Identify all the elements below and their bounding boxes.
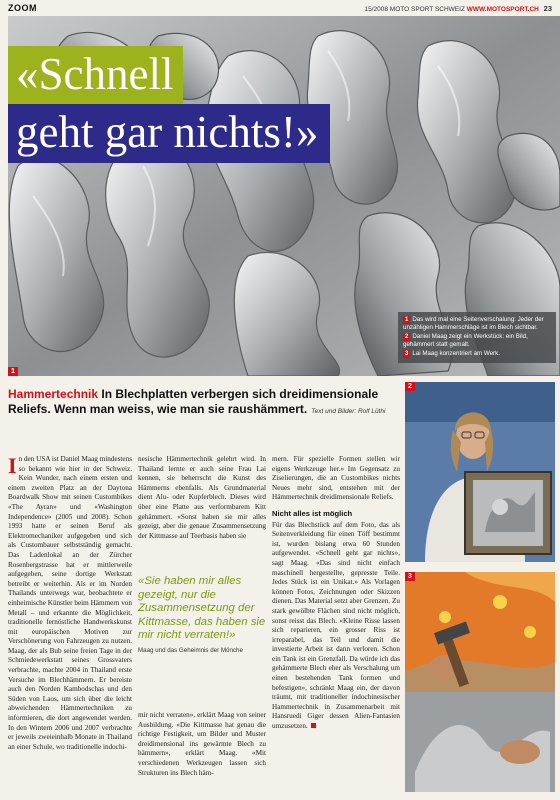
pull-quote [138,575,266,703]
portrait-image [405,382,555,562]
photo-number-badge: 2 [405,382,415,391]
issue-number: 15/2008 [364,6,388,13]
body-text: nesische Hämmertechnik gelehrt wird. In Thailand lernte er auch seine Frau Lai kennen, sie beherrscht die Kunst des Hämmerns ebenfalls. Als Grundmaterial dient Alu- oder Kupferblech. Dieses wird über eine Platte aus verformbarem Kitt gehämmert. «Sonst haben sie mir alles gezeigt, aber die genaue Zusammensetzung der Kittmasse auf Teerbasis haben sie [138,455,266,540]
article-column-3 [272,455,400,732]
page-header [0,0,560,16]
body-text: Für das Blechstück auf dem Foto, das als Seitenverkleidung für einen Töff bestimmt ist, wurden bislang etwa 60 Stunden aufgewendet. «Schnell geht gar nichts», sagt Maag. «Das sind nicht einfach maschinell hergestellte, gepresste Teile. Jedes Stück ist ein Unikat.» Als Vorlagen können Fotos, Zeichnungen oder Skizzen dienen. Das Material setzt aber Grenzen. Zu stark gewölbte Flächen sind nicht möglich, sonst reisst das Blech. «Kleine Risse lassen sich reparieren, ein grosser Riss ist irreparabel, das Teil und damit die investierte Arbeit ist dann verloren. Schon ein Tank ist ein Grenzfall. Da würde ich das gehämmerte Blech eher als Verschalung um einen bestehenden Tank formen und befestigen», schränkt Maag ein, der davon träumt, mit traditioneller indochinesischer Hammertechnik in Zusammenarbeit mit Hansruedi Giger dessen Alien-Fantasien umzusetzen. [272,520,400,731]
page-number: 23 [543,4,552,13]
hero-photo [8,16,560,376]
workshop-image [405,572,555,792]
headline-line-2: geht gar nichts!» [8,104,330,163]
article-column-2-top [138,455,266,541]
headline-line-1: «Schnell [8,46,183,105]
photo-number-badge: 3 [405,572,415,581]
section-label: ZOOM [8,3,37,13]
article-intro [8,387,400,419]
intro-keyword: Hammertechnik [8,387,99,401]
pull-quote-source: Maag und das Geheimnis der Mönche [138,646,243,654]
photo-man-with-relief [405,382,555,562]
body-text: mern. Für spezielle Formen stellen wir eigens Werkzeuge her.» Im Gegensatz zu Ziselierungen, die an Custombikes nichts Neues mehr sind, entstehen mit der Hämmertechnik dreidimensionale Reliefs. [272,455,400,502]
header-info [364,4,552,13]
website-link[interactable]: WWW.MOTOSPORT.CH [466,6,539,13]
photo-woman-hammering [405,572,555,792]
photo-caption-box [398,312,556,363]
photo-number-badge: 1 [8,367,18,376]
article-column-2-bottom [138,711,266,778]
intro-text: In Blechplatten verbergen sich dreidimensionale Reliefs. Wenn man weiss, wie man sie raushämmert. [8,387,379,416]
body-text: n den USA ist Daniel Maag mindestens so bekannt wie hier in der Schweiz. Kein Wunder, nach einem ersten und einem zweiten Platz an der Daytona Boardwalk Show mit seinen Custombikes «The Ayran» und «Washington Independence» (2005 und 2008). Schon 1993 hatte er seinen Beruf als Elektromechaniker aufgegeben und sich als Custombauer selbstständig gemacht. Das Ladenlokal an der Zürcher Rosenbergstrasse hat er mittlerweile aufgegeben, seine dortige Werkstatt betreibt er weiterhin. Als er im Norden Thailands unterwegs war, beobachtete er einheimische Künstler beim Hämmern von Metall – und erkannte die Möglichkeit, traditionelle fernöstliche Handwerkskunst mit europäischen Motiven zur Verschönerung von Fahrzeugen zu nutzen. Maag, der als Bub seine freien Tage in der Schmiedewerkstatt seines Grossvaters verbrachte, machte 2004 in Thailand erste Versuche im Blechhämmern. Er bereiste auch den Norden Kambodschas und den Süden von Laos, um sich über die leicht abweichenden Hämmertechniken zu informieren, die dort angewendet werden. In den Wintern 2006 und 2007 verbrachte er jeweils zweieinhalb Monate in Thailand an einer Schule, wo traditionelle indochi- [8,455,132,751]
drop-cap: I [8,453,17,478]
photo-caption: 2 Daniel Maag zeigt ein Werkstück: ein Bild, gehämmert statt gemalt. [403,333,528,348]
magazine-name: MOTO SPORT SCHWEIZ [389,6,465,13]
article-column-1 [8,455,132,752]
photo-caption: 1 Das wird mal eine Seitenverschalung: Jeder der unzähligen Hammerschläge ist im Blech sichtbar. [403,316,544,331]
body-text: mir nicht verraten», erklärt Maag von seiner Ausbildung. «Die Kittmasse hat genau die richtige Festigkeit, um Bilder und Muster dreidimensional ins gewärmte Blech zu hämmern», erklärt Maag. «Mit verschiedenen Werkzeugen lassen sich Strukturen ins Blech häm- [138,711,266,777]
section-subhead: Nicht alles ist möglich [272,508,353,518]
end-mark [311,723,316,728]
author-credit: Text und Bilder: Rolf Lüthi [311,408,386,415]
pull-quote-text: «Sie haben mir alles gezeigt, nur die Zusammensetzung der Kittmasse, das haben sie mir nicht verraten!» [138,575,266,642]
photo-caption: 3 Lai Maag konzentriert am Werk. [405,350,500,357]
